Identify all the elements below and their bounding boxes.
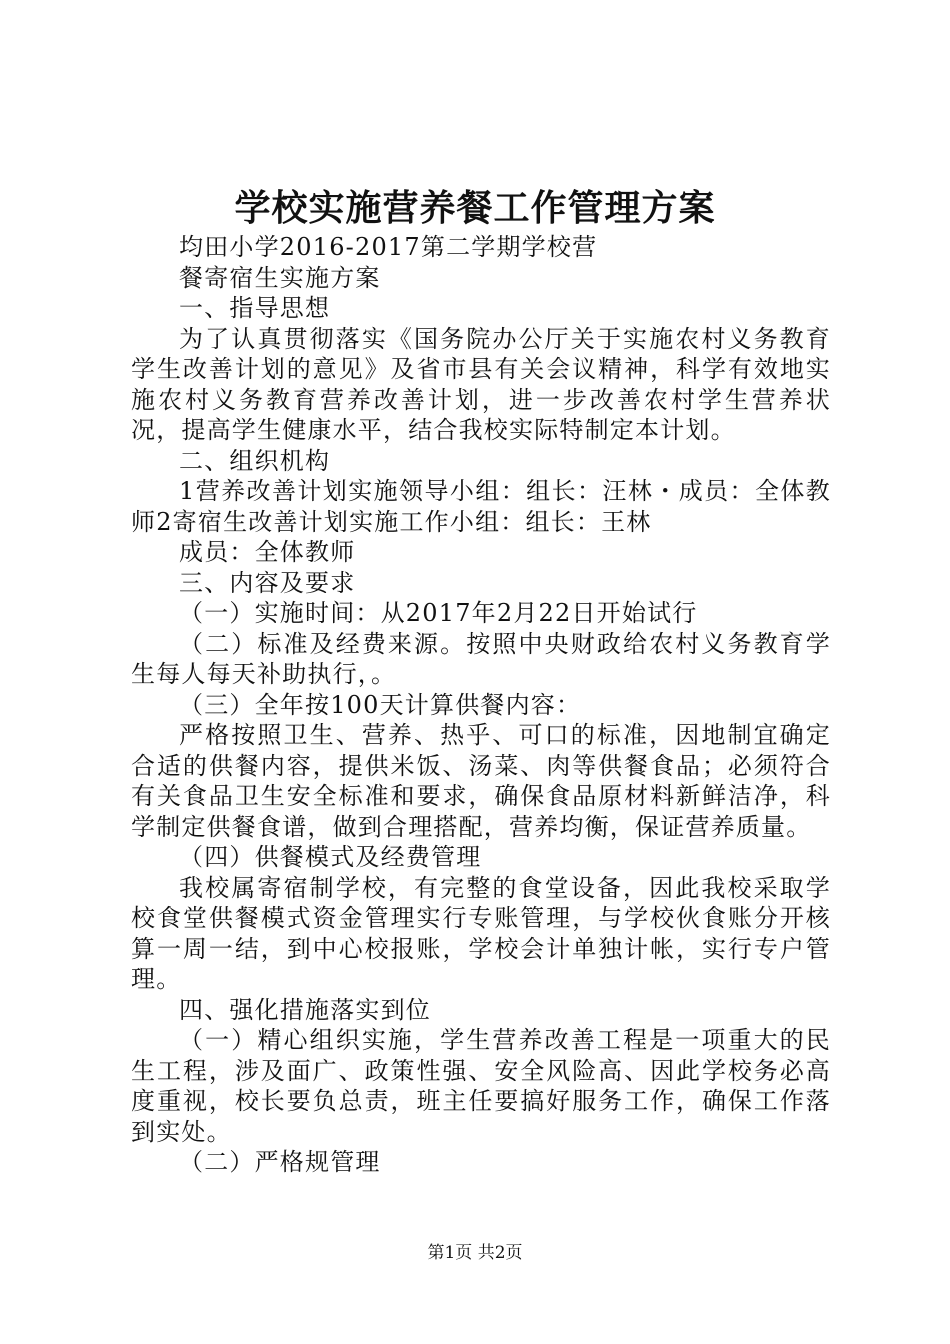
item-organize-implementation: （一）精心组织实施，学生营养改善工程是一项重大的民生工程，涉及面广、政策性强、安全风险高、因此学校务必高度重视，校长要负总责，班主任要搞好服务工作，确保工作落到实处。 <box>131 1026 831 1146</box>
document-title: 学校实施营养餐工作管理方案 <box>234 187 716 229</box>
paragraph-meal-mode: 我校属寄宿制学校，有完整的食堂设备，因此我校采取学校食堂供餐模式资金管理实行专账管理，与学校伙食账分开核算一周一结，到中心校报账，学校会计单独计帐，实行专户管理。 <box>131 873 831 993</box>
item-strict-management: （二）严格规管理 <box>179 1148 381 1176</box>
paragraph-organization-groups: 1营养改善计划实施领导小组：组长：汪林・成员：全体教师2寄宿生改善计划实施工作小组：组长：王林 <box>131 477 831 536</box>
item-meal-days: （三）全年按100天计算供餐内容： <box>179 690 582 719</box>
plan-subtitle-line: 餐寄宿生实施方案 <box>179 263 381 292</box>
item-funding-source: （二）标准及经费来源。按照中央财政给农村义务教育学生每人每天补助执行，。 <box>131 629 831 688</box>
document-body <box>131 232 831 1178</box>
section-heading-organization: 二、组织机构 <box>179 446 331 475</box>
item-meal-mode: （四）供餐模式及经费管理 <box>179 843 482 871</box>
item-implementation-time: （一）实施时间：从2017年2月22日开始试行 <box>179 599 698 627</box>
paragraph-guiding-idea: 为了认真贯彻落实《国务院办公厅关于实施农村义务教育学生改善计划的意见》及省市县有关会议精神，科学有效地实施农村义务教育营养改善计划，进一步改善农村学生营养状况，提高学生健康水平，结合我校实际特制定本计划。 <box>131 324 831 444</box>
section-heading-guiding-idea: 一、指导思想 <box>179 294 331 322</box>
paragraph-members: 成员：全体教师 <box>179 538 356 566</box>
school-name-line: 均田小学2016-2017第二学期学校营 <box>179 233 598 261</box>
page-number-footer: 第1页 共2页 <box>427 1243 523 1263</box>
section-heading-content: 三、内容及要求 <box>179 568 356 597</box>
section-heading-measures: 四、强化措施落实到位 <box>179 995 431 1024</box>
paragraph-meal-standards: 严格按照卫生、营养、热乎、可口的标准，因地制宜确定合适的供餐内容，提供米饭、汤菜、肉等供餐食品；必须符合有关食品卫生安全标准和要求，确保食品原材料新鲜洁净，科学制定供餐食谱，做到合理搭配，营养均衡，保证营养质量。 <box>131 721 831 841</box>
